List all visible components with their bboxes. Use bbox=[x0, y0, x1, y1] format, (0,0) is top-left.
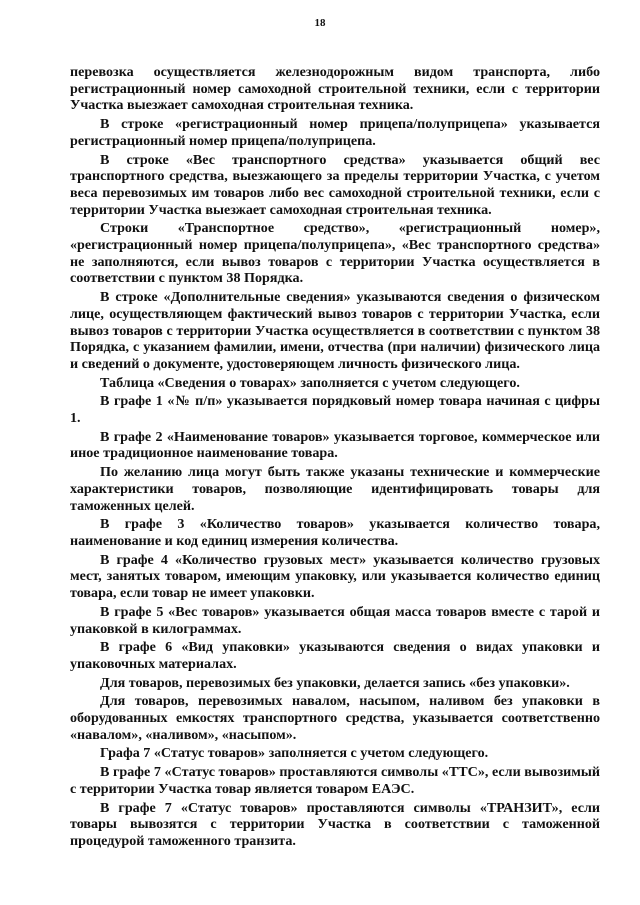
paragraph: В графе 7 «Статус товаров» проставляются символы «ТТС», если вывозимый с территории Участка товар является товаром ЕАЭС. bbox=[70, 764, 600, 797]
paragraph: Для товаров, перевозимых навалом, насыпом, наливом без упаковки в оборудованных емкостях транспортного средства, указывается соответственно «навалом», «наливом», «насыпом». bbox=[70, 693, 600, 743]
paragraph: В графе 6 «Вид упаковки» указываются сведения о видах упаковки и упаковочных материалах. bbox=[70, 639, 600, 672]
paragraph: В графе 7 «Статус товаров» проставляются символы «ТРАНЗИТ», если товары вывозятся с территории Участка в соответствии с таможенной процедурой таможенного транзита. bbox=[70, 799, 600, 849]
paragraph: перевозка осуществляется железнодорожным видом транспорта, либо регистрационный номер самоходной строительной техники, если с территории Участка выезжает самоходная строительная техника. bbox=[70, 64, 600, 114]
document-body bbox=[70, 64, 600, 852]
paragraph: По желанию лица могут быть также указаны технические и коммерческие характеристики товаров, позволяющие идентифицировать товары для таможенных целей. bbox=[70, 464, 600, 514]
paragraph: В графе 2 «Наименование товаров» указывается торговое, коммерческое или иное традиционное наименование товара. bbox=[70, 428, 600, 462]
paragraph: Строки «Транспортное средство», «регистрационный номер», «регистрационный номер прицепа/полуприцепа», «Вес транспортного средства» не заполняются, если вывоз товаров с территории Участка осуществляется в соответствии с пунктом 38 Порядка. bbox=[70, 220, 600, 287]
paragraph: В графе 3 «Количество товаров» указывается количество товара, наименование и код единиц измерения количества. bbox=[70, 516, 600, 549]
paragraph: Таблица «Сведения о товарах» заполняется с учетом следующего. bbox=[100, 374, 520, 391]
paragraph: В графе 4 «Количество грузовых мест» указывается количество грузовых мест, занятых товаром, имеющим упаковку, или указывается количество единиц товара, если товар не имеет упаковки. bbox=[70, 551, 600, 602]
paragraph: В строке «Дополнительные сведения» указываются сведения о физическом лице, осуществляющем фактический вывоз товаров с территории Участка, если вывоз товаров с территории Участка осуществляется в соответствии с пунктом 38 Порядка, с указанием фамилии, имени, отчества (при наличии) физического лица и сведений о документе, удостоверяющем личность физического лица. bbox=[70, 289, 600, 372]
paragraph: В графе 1 «№ п/п» указывается порядковый номер товара начиная с цифры 1. bbox=[70, 393, 600, 427]
paragraph: В строке «Вес транспортного средства» указывается общий вес транспортного средства, выезжающего за пределы территории Участка, с учетом веса перевозимых им товаров либо вес самоходной строительной техники, если с территории Участка выезжает самоходная строительная техника. bbox=[70, 151, 600, 218]
paragraph: В графе 5 «Вес товаров» указывается общая масса товаров вместе с тарой и упаковкой в килограммах. bbox=[70, 603, 600, 637]
paragraph: В строке «регистрационный номер прицепа/полуприцепа» указывается регистрационный номер прицепа/полуприцепа. bbox=[70, 116, 600, 149]
paragraph: Графа 7 «Статус товаров» заполняется с учетом следующего. bbox=[100, 745, 489, 762]
paragraph: Для товаров, перевозимых без упаковки, делается запись «без упаковки». bbox=[100, 674, 570, 691]
page-number: 18 bbox=[314, 17, 326, 29]
